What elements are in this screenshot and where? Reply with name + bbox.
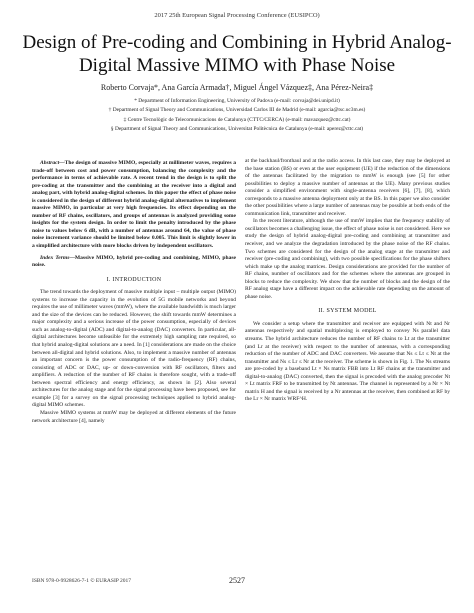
paper-title: Design of Pre-coding and Combining in Hybrid Analog-Digital Massive MIMO with Phase Noise: [22, 32, 452, 76]
index-terms: [32, 255, 236, 270]
affiliation-upc: § Department of Signal Theory and Communications, Universitat Politècnica de Catalunya (e-mail: aperez@cttc.cat): [110, 126, 364, 133]
index-terms-text: —Massive MIMO, hybrid pre-coding and combining, MIMO, phase noise.: [32, 254, 236, 269]
isbn-footer: ISBN 978-0-9928626-7-1 © EURASIP 2017: [32, 578, 132, 584]
affiliation-list: [20, 97, 454, 135]
right-paragraph-1: at the backhaul/fronthaul and at the radio access. In this last case, they may be deployed at the base station (BS) or even at the user equipment (UE) if the reduction of the dimensions of the antennas facilitated by the migration to mmW is enough (see [5] for other possibilities to deploy a massive number of antennas at the UE). Many previous studies consider a simplified environment with single-antenna receivers [6], [7], [8], which corresponds to a massive antenna deployment only at the BS. In this paper we also consider the other possibilities where a large number of antennas may be possible at both ends of the communication link, transmitter and receiver.: [245, 158, 450, 217]
affiliation-padova: * Department of Information Engineering, University of Padova (e-mail: corvaja@dei.unipd.it): [134, 98, 340, 104]
page-number: 2527: [229, 576, 245, 585]
right-column: [245, 158, 450, 404]
intro-paragraph-2: Massive MIMO systems at mmW may be deployed at different elements of the future network architecture [4], namely: [32, 409, 236, 424]
intro-paragraph-1: The trend towards the deployment of massive multiple input – multiple output (MIMO) systems to increase the capacity in the evolution of 5G mobile networks and beyond requires the use of millimeter waves (mmW), where the available bandwidth is much larger and the size of the devices can be reduced. However, the shift towards mmW determines a major complexity and a serious increase of the power consumption, especially of devices such as analog-to-digital (ADC) and digital-to-analog (DAC) converters. In particular, all-digital architectures become unfeasible for the extremely high sampling rate required, so that hybrid analog-digital solutions are a need. In [1] considerations are made on the choice between all-digital and hybrid solutions. Also, to implement a massive number of antennas an important concern is the power consumption of the radio-frequency (RF) chains, consisting of ADC or DAC, up- or down-conversion with RF oscillators, filters and amplifiers. A reduction of the number of RF chains is therefore sought, with a trade-off between spectral efficiency and energy efficiency, as shown in [2]. Also several architectures for the analog stage and for the signal processing have been proposed, see for example [3] for a survey on the signal processing techniques applied to hybrid analog-digital MIMO schemes.: [32, 289, 236, 409]
section-heading-introduction: I. INTRODUCTION: [106, 276, 162, 283]
left-column: [32, 160, 236, 425]
abstract-lead: Abstract: [40, 160, 60, 166]
abstract: [32, 160, 236, 251]
system-model-paragraph: We consider a setup where the transmitter and receiver are equipped with Nt and Nr antennas respectively and spatial multiplexing is employed to convey Ns parallel data streams. The hybrid architecture reduces the number of RF chains to Lt at the transmitter (and Lr at the receiver) with respect to the number of antennas, with a corresponding reduction of the number of ADC and DAC converters. We assume that Ns ≤ Lt ≤ Nt at the transmitter and Ns ≤ Lr ≤ Nr at the receiver. The scheme is shown in Fig. 1. The Ns streams are pre-coded by a baseband Lt × Ns matrix FBB into Lt RF chains at the transmitter and digital-to-analog (DAC) converted, then the signal is precoded with the analog precoder Nt × Lt matrix FRF to be transmitted by Nt antennas. The channel is represented by a Nr × Nt matrix H and the signal is received by a Nr antennas at the receiver, then combined at RF by the Lr × Nr matrix WRF^H.: [245, 320, 450, 403]
abstract-text: —The design of massive MIMO, especially at millimeter waves, requires a trade-off between cost and power consumption, balancing the complexity and the performance in terms of achievable rate. A recent trend in the design is to split the pre-coding at the transmitter and the combining at the receiver into a digital and analog part, with hybrid analog-digital schemes. In this paper the effect of phase noise is considered in the design of different hybrid analog-digital alternatives to implement massive MIMO, in particular at very high frequencies. Its effect depending on the number of RF chains, oscillators, and groups of antennas is analyzed providing some insights for the system design. In order to limit the penalty introduced by the phase noise to values below 6 dB, with a number of antennas around 64, the value of phase noise increment variance should be limited below 0.005. This limit is slightly lower in a simplified architecture with more blocks driven by independent oscillators.: [32, 160, 236, 250]
author-list: Roberto Corvaja*, Ana García Armada†, Miguel Ángel Vázquez‡, Ana Pérez-Neira‡: [100, 83, 374, 92]
affiliation-cttc: ‡ Centre Tecnològic de Telecomunicacions de Catalunya (CTTC/CERCA) (e-mail: mavazquez@cttc.cat): [123, 116, 351, 123]
right-paragraph-2: In the recent literature, although the use of mmW implies that the frequency stability of oscillators becomes a challenging issue, the effect of phase noise is not considered. Here we study the design of hybrid analog-digital pre-coding and combining at transmitter and receiver, and we analyze the degradation introduced by the phase noise of the RF chains. Two schemes are considered for the design of the analog stage at the transmitter and receiver (pre-coding and combining), with two possible specifications for the phase shifters which make up the analog matrices. Design considerations are provided for the number of RF chains, number of oscillators and for the schemes where the antennas are grouped in blocks to reduce the complexity. We show that the number of blocks and the design of the RF analog stage have a different impact on the achievable rate depending on the amount of phase noise.: [245, 218, 450, 300]
conference-header: 2017 25th European Signal Processing Conference (EUSIPCO): [154, 12, 320, 19]
affiliation-uc3m: † Department of Signal Theory and Communications, Universidad Carlos III de Madrid (e-mail: agarcia@tsc.uc3m.es): [108, 107, 366, 114]
index-terms-lead: Index Terms: [40, 254, 70, 261]
section-heading-system-model: II. SYSTEM MODEL: [318, 308, 377, 315]
